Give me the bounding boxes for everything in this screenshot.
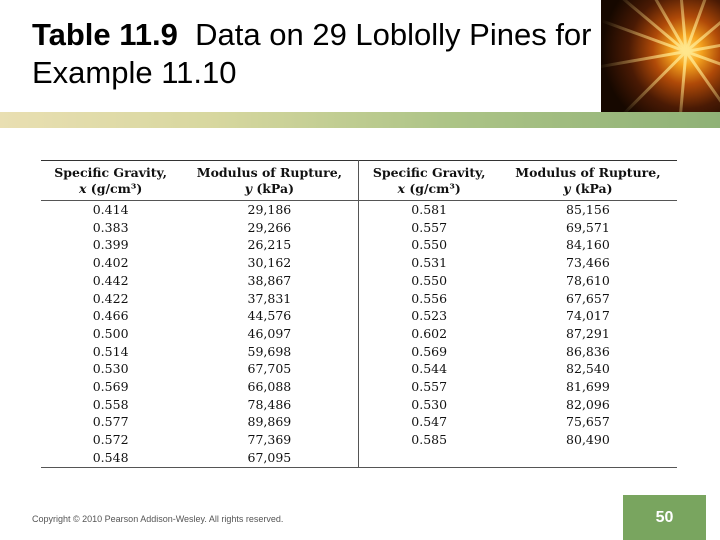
header-rupture-unit-2: y (kPa) xyxy=(499,181,677,201)
cell-x xyxy=(359,449,499,467)
cell-y: 74,017 xyxy=(566,308,610,324)
pines-data-table xyxy=(41,160,677,468)
table-row xyxy=(41,396,677,414)
cell-y: 26,215 xyxy=(180,236,359,254)
header-gravity-unit-1: x (g/cm³) xyxy=(41,181,180,201)
header-rupture-unit-1: y (kPa) xyxy=(180,181,359,201)
title-text: Data on 29 Loblolly Pines for Example 11.10 xyxy=(32,17,592,90)
cell-x: 0.577 xyxy=(92,414,129,430)
cell-x: 0.422 xyxy=(92,290,129,306)
data-table-container xyxy=(41,160,677,468)
cell-x: 0.544 xyxy=(411,361,448,377)
cell-x: 0.585 xyxy=(411,432,448,448)
table-row xyxy=(41,307,677,325)
cell-y: 82,540 xyxy=(566,361,610,377)
cell-x: 0.530 xyxy=(92,361,129,377)
cell-y: 46,097 xyxy=(180,325,359,343)
table-row xyxy=(41,449,677,467)
cell-x: 0.557 xyxy=(411,219,448,235)
decorative-photo xyxy=(601,0,720,112)
cell-x: 0.530 xyxy=(411,396,448,412)
table-row xyxy=(41,431,677,449)
copyright-notice: Copyright © 2010 Pearson Addison-Wesley. All rights reserved. xyxy=(32,514,284,524)
cell-y: 67,657 xyxy=(566,290,610,306)
header-gravity-unit-2: x (g/cm³) xyxy=(359,181,499,201)
cell-x: 0.550 xyxy=(411,272,448,288)
header-band xyxy=(0,112,720,128)
table-row xyxy=(41,290,677,308)
cell-y: 30,162 xyxy=(180,254,359,272)
cell-x: 0.572 xyxy=(92,432,129,448)
header-rupture-2: Modulus of Rupture, xyxy=(499,161,677,182)
cell-y: 29,266 xyxy=(180,219,359,237)
table-number: Table 11.9 xyxy=(32,17,178,52)
cell-y: 67,095 xyxy=(180,449,359,467)
table-row xyxy=(41,201,677,219)
cell-y: 84,160 xyxy=(566,237,610,253)
cell-y: 89,869 xyxy=(180,413,359,431)
table-row xyxy=(41,254,677,272)
cell-x: 0.523 xyxy=(411,308,448,324)
table-row xyxy=(41,378,677,396)
cell-x: 0.550 xyxy=(411,237,448,253)
cell-x: 0.569 xyxy=(92,379,129,395)
header-rupture-1: Modulus of Rupture, xyxy=(180,161,359,182)
cell-x: 0.442 xyxy=(92,272,129,288)
header-gravity-1: Specific Gravity, xyxy=(41,161,180,182)
cell-y: 75,657 xyxy=(566,414,610,430)
cell-y: 69,571 xyxy=(566,219,610,235)
cell-x: 0.602 xyxy=(411,325,448,341)
cell-y: 78,610 xyxy=(566,272,610,288)
cell-y: 85,156 xyxy=(566,202,610,217)
cell-x: 0.500 xyxy=(92,325,129,341)
cell-x: 0.514 xyxy=(92,343,129,359)
cell-y: 59,698 xyxy=(180,343,359,361)
cell-x: 0.531 xyxy=(411,255,448,271)
table-row xyxy=(41,413,677,431)
cell-y: 38,867 xyxy=(180,272,359,290)
cell-x: 0.556 xyxy=(411,290,448,306)
cell-y: 29,186 xyxy=(180,201,359,219)
slide-title xyxy=(32,16,592,92)
cell-y: 86,836 xyxy=(566,343,610,359)
table-row xyxy=(41,236,677,254)
cell-y: 87,291 xyxy=(566,325,610,341)
page-number: 50 xyxy=(623,495,706,540)
table-row xyxy=(41,272,677,290)
cell-x: 0.399 xyxy=(92,237,129,253)
cell-y: 77,369 xyxy=(180,431,359,449)
cell-y: 78,486 xyxy=(180,396,359,414)
cell-y: 82,096 xyxy=(566,396,610,412)
header-gravity-2: Specific Gravity, xyxy=(359,161,499,182)
cell-x: 0.402 xyxy=(92,255,129,271)
cell-y: 80,490 xyxy=(566,432,610,448)
cell-y xyxy=(499,449,677,467)
cell-x: 0.569 xyxy=(411,343,448,359)
table-row xyxy=(41,360,677,378)
cell-x: 0.383 xyxy=(92,219,129,235)
cell-x: 0.557 xyxy=(411,379,448,395)
cell-y: 81,699 xyxy=(566,379,610,395)
cell-y: 44,576 xyxy=(180,307,359,325)
cell-x: 0.548 xyxy=(41,449,180,467)
cell-x: 0.547 xyxy=(411,414,448,430)
table-row xyxy=(41,325,677,343)
cell-x: 0.558 xyxy=(92,396,129,412)
cell-y: 73,466 xyxy=(566,255,610,271)
cell-x: 0.466 xyxy=(92,308,129,324)
cell-x: 0.581 xyxy=(411,202,448,217)
cell-y: 66,088 xyxy=(180,378,359,396)
cell-y: 67,705 xyxy=(180,360,359,378)
table-row xyxy=(41,219,677,237)
table-row xyxy=(41,343,677,361)
cell-y: 37,831 xyxy=(180,290,359,308)
cell-x: 0.414 xyxy=(92,202,129,217)
